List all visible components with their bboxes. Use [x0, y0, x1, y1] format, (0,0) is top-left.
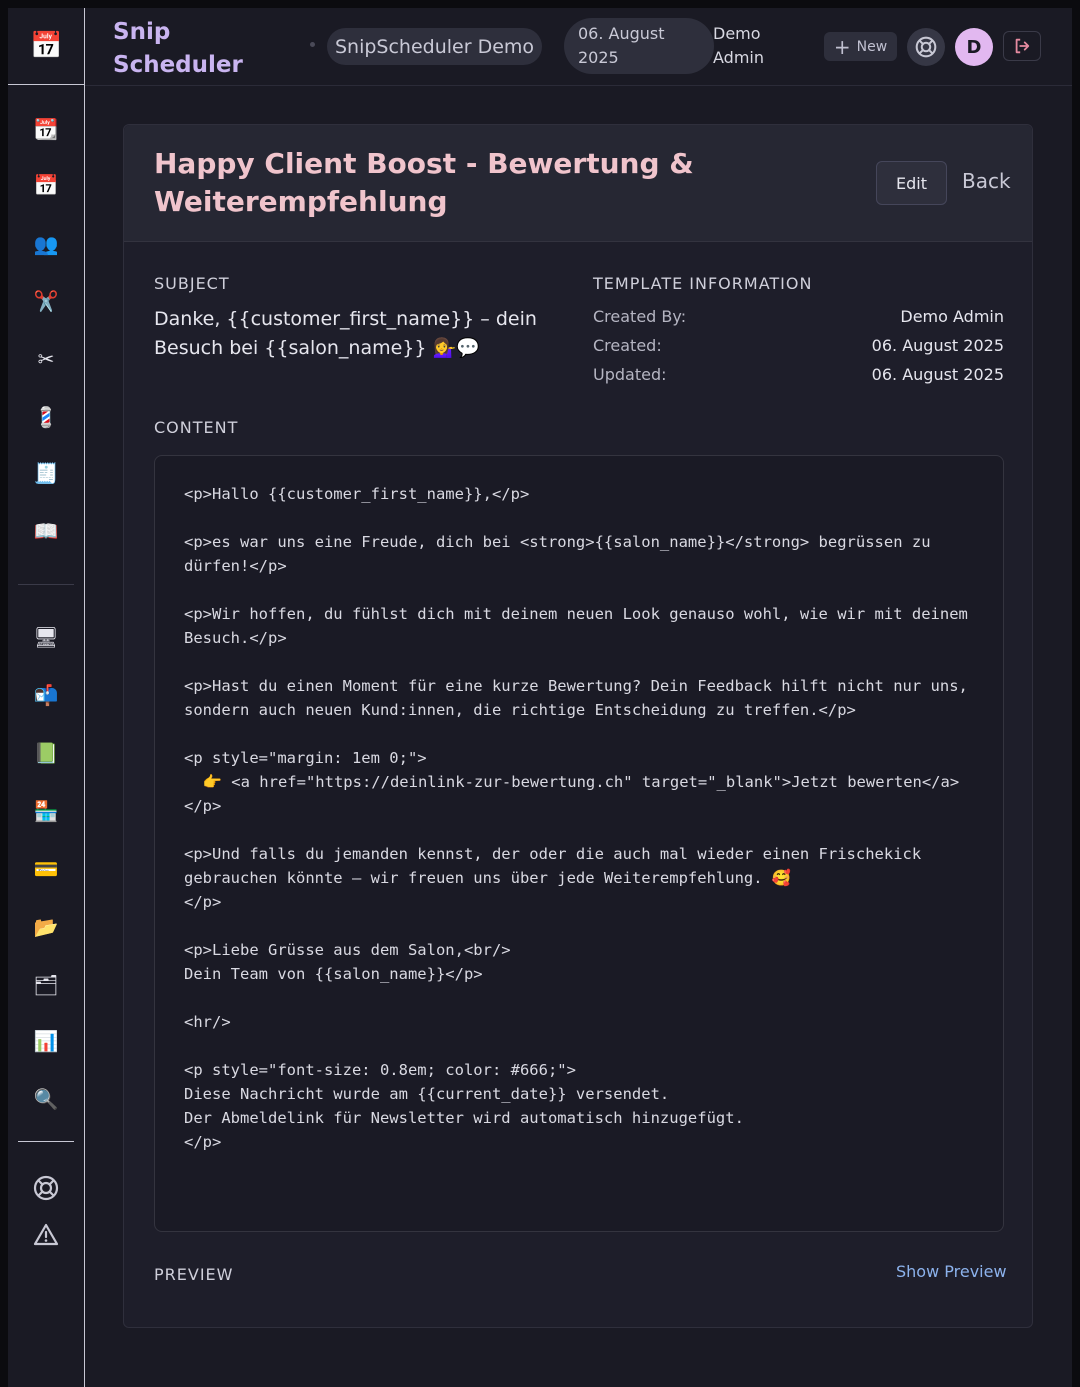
- triangle-warning-icon: [33, 1222, 59, 1248]
- avatar[interactable]: D: [955, 28, 993, 66]
- info-row: [593, 331, 1004, 360]
- organization-switcher[interactable]: SnipScheduler Demo: [327, 28, 542, 65]
- app-window: [8, 8, 1072, 1387]
- help-icon[interactable]: [8, 1175, 84, 1201]
- content-source: <p>Hallo {{customer_first_name}},</p> <p>es war uns eine Freude, dich bei <strong>{{salon_name}}</strong> begrüssen zu dürfen!</p> <p>Wir hoffen, du fühlst dich mit deinem neuen Look genauso wohl, wie wir mit deinem Besuch.</p> <p>Hast du einen Moment für eine kurze Bewertung? Dein Feedback hilft nicht nur uns, sondern auch neuen Kund:innen, die richtige Entscheidung zu treffen.</p> <p style="margin: 1em 0;"> 👉 <a href="https://deinlink-zur-bewertung.ch" target="_blank">Jetzt bewerten</a> </p> <p>Und falls du jemanden kennst, der oder die auch mal wieder einen Frischekick gebrauchen könnte – wir freuen uns über jede Weiterempfehlung. 🥰 </p> <p>Liebe Grüsse aus dem Salon,<br/> Dein Team von {{salon_name}}</p> <hr/> <p style="font-size: 0.8em; color: #666;"> Diese Nachricht wurde am {{current_date}} versendet. Der Abmeldelink für Newsletter wird automatisch hinzugefügt. </p>: [184, 485, 968, 1151]
- info-value: 06. August 2025: [871, 365, 1004, 384]
- subject-text: Danke, {{customer_first_name}} – dein Besuch bei {{salon_name}} 💁‍♀️💬: [154, 308, 537, 359]
- hair-dryer-icon[interactable]: 💈: [33, 405, 59, 429]
- analytics-icon[interactable]: 🔍: [33, 1087, 59, 1111]
- user-name: [713, 22, 764, 70]
- report-icon[interactable]: 📊: [33, 1029, 59, 1053]
- date-line: 2025: [578, 48, 619, 67]
- team-icon[interactable]: 👥: [33, 232, 59, 256]
- show-preview-link[interactable]: Show Preview: [896, 1262, 1007, 1281]
- sidebar-divider: [18, 584, 74, 585]
- content-heading: CONTENT: [154, 418, 239, 437]
- info-row: [593, 302, 1004, 331]
- settings-board-icon[interactable]: 🖥: [33, 625, 59, 649]
- separator-dot: [310, 42, 315, 47]
- sidebar: [8, 8, 85, 1387]
- warning-icon[interactable]: [8, 1222, 84, 1248]
- info-key: Created By:: [593, 307, 687, 326]
- date-line: 06. August: [578, 24, 665, 43]
- card-header: [124, 125, 1032, 242]
- date-display: [564, 18, 714, 74]
- customer-folder-icon[interactable]: 📂: [33, 915, 59, 939]
- receipt-icon[interactable]: 🧾: [33, 461, 59, 485]
- support-button[interactable]: [907, 28, 945, 66]
- info-key: Created:: [593, 336, 662, 355]
- template-information-heading: TEMPLATE INFORMATION: [593, 274, 813, 293]
- info-key: Updated:: [593, 365, 667, 384]
- template-detail-card: [123, 124, 1033, 1328]
- calendar-add-icon[interactable]: 📆: [33, 117, 59, 141]
- content-code-block: [154, 455, 1004, 1232]
- mailbox-icon[interactable]: 📬: [33, 683, 59, 707]
- info-row: [593, 360, 1004, 389]
- catalog-icon[interactable]: 📖: [33, 519, 59, 543]
- calendar-icon[interactable]: 📅: [33, 173, 59, 197]
- user-name-line: Demo: [713, 24, 761, 43]
- billing-icon[interactable]: 💳: [33, 857, 59, 881]
- plus-icon: +: [833, 34, 851, 59]
- tools-icon[interactable]: ✂️: [33, 289, 59, 313]
- brand-line: Snip: [113, 19, 171, 45]
- edit-button[interactable]: Edit: [876, 161, 947, 205]
- info-value: 06. August 2025: [871, 336, 1004, 355]
- sidebar-divider: [18, 1141, 74, 1142]
- logout-icon: [1013, 37, 1031, 55]
- user-name-line: Admin: [713, 48, 764, 67]
- guide-icon[interactable]: 📗: [33, 741, 59, 765]
- shop-icon[interactable]: 🏪: [33, 799, 59, 823]
- new-button-label: New: [856, 38, 888, 55]
- logout-button[interactable]: [1003, 31, 1041, 61]
- app-logo-icon[interactable]: 📅: [8, 8, 85, 85]
- brand-line: Scheduler: [113, 52, 243, 78]
- back-button[interactable]: Back: [962, 169, 1011, 193]
- top-bar: [85, 8, 1072, 86]
- preview-heading: PREVIEW: [154, 1265, 234, 1284]
- page-title: Happy Client Boost - Bewertung & Weiterempfehlung: [154, 147, 694, 218]
- service-folder-icon[interactable]: 🗂: [33, 973, 59, 997]
- subject-heading: SUBJECT: [154, 274, 230, 293]
- brand-name[interactable]: [113, 16, 263, 82]
- lifebuoy-icon: [915, 36, 937, 58]
- new-button[interactable]: [824, 32, 897, 61]
- lifebuoy-icon: [33, 1175, 59, 1201]
- info-value: Demo Admin: [900, 307, 1004, 326]
- scissors-icon[interactable]: ✂: [37, 347, 55, 371]
